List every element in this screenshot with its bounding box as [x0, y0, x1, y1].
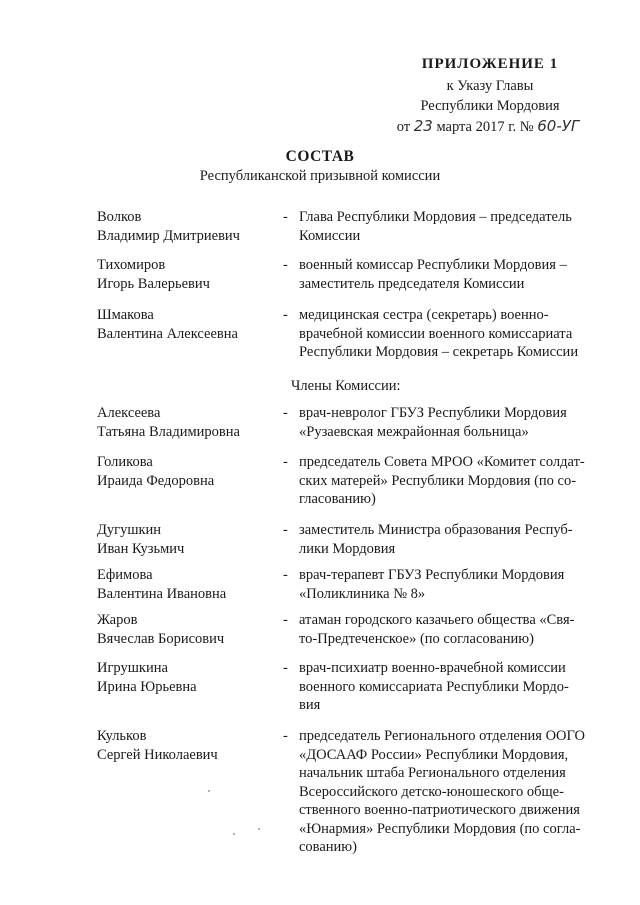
date-month-year: марта 2017 г. № [436, 119, 534, 135]
members-heading: Члены Комиссии: [291, 378, 401, 394]
separator-dash: - [283, 257, 288, 273]
person-name [97, 306, 277, 343]
separator-dash: - [283, 728, 288, 744]
decree-number-handwritten: 60-УГ [537, 117, 580, 135]
person-role: врач-психиатр военно-врачебной комиссии военного комиссариата Республики Мордо- вия [299, 660, 569, 713]
person-name [97, 727, 277, 764]
person-given-names: Ираида Федоровна [97, 472, 215, 489]
person-name [97, 256, 277, 293]
person-name [97, 404, 277, 441]
person-surname: Дугушкин [97, 522, 162, 538]
appendix-line-decree: к Указу Главы [446, 78, 534, 94]
person-surname: Шмакова [97, 307, 154, 323]
person-name [97, 659, 277, 696]
person-role: заместитель Министра образования Респуб- лики Мордовия [299, 522, 573, 557]
person-name [97, 521, 277, 558]
appendix-title: ПРИЛОЖЕНИЕ 1 [421, 56, 559, 72]
date-day-handwritten: 23 [413, 117, 433, 135]
person-surname: Голикова [97, 454, 153, 470]
person-surname: Игрушкина [97, 660, 168, 676]
separator-dash: - [283, 209, 288, 225]
person-role: Глава Республики Мордовия – председатель Комиссии [299, 209, 572, 244]
person-name [97, 566, 277, 603]
person-given-names: Ирина Юрьевна [97, 678, 197, 695]
person-name [97, 611, 277, 648]
appendix-block [390, 54, 590, 137]
separator-dash: - [283, 612, 288, 628]
document-subtitle: Республиканской призывной комиссии [199, 168, 441, 184]
person-surname: Жаров [97, 612, 138, 628]
person-role: врач-невролог ГБУЗ Республики Мордовия «Рузаевская межрайонная больница» [299, 405, 567, 440]
person-given-names: Татьяна Владимировна [97, 423, 240, 440]
appendix-line-republic: Республики Мордовия [420, 98, 560, 114]
person-role: председатель Регионального отделения ООГО «ДОСААФ России» Республики Мордовия, начальник штаба Регионального отделения Всероссийского детско-юношеского обще- ственного военно-патриотического движения «Юнармия» Республики Мордовия (по согла- сованию) [299, 728, 586, 855]
person-given-names: Валентина Ивановна [97, 585, 227, 602]
person-role: атаман городского казачьего общества «Свя- то-Предтеченское» (по согласованию) [299, 612, 575, 647]
person-role: военный комиссар Республики Мордовия – заместитель председателя Комиссии [299, 257, 567, 292]
person-given-names: Сергей Николаевич [97, 746, 218, 763]
person-surname: Алексеева [97, 405, 161, 421]
separator-dash: - [283, 567, 288, 583]
person-given-names: Иван Кузьмич [97, 540, 185, 557]
scan-speck [258, 828, 260, 830]
separator-dash: - [283, 307, 288, 323]
person-role: врач-терапевт ГБУЗ Республики Мордовия «Поликлиника № 8» [299, 567, 565, 602]
person-surname: Кульков [97, 728, 147, 744]
person-given-names: Вячеслав Борисович [97, 630, 225, 647]
person-name [97, 208, 277, 245]
separator-dash: - [283, 522, 288, 538]
person-surname: Ефимова [97, 567, 153, 583]
person-surname: Волков [97, 209, 142, 225]
scan-speck [208, 790, 210, 792]
appendix-date-line [388, 116, 588, 137]
date-prefix: от [396, 119, 411, 135]
person-surname: Тихомиров [97, 257, 166, 273]
person-given-names: Валентина Алексеевна [97, 325, 238, 342]
person-role: медицинская сестра (секретарь) военно- врачебной комиссии военного комиссариата Республики Мордовия – секретарь Комиссии [299, 307, 579, 360]
separator-dash: - [283, 660, 288, 676]
person-given-names: Владимир Дмитриевич [97, 227, 240, 244]
scan-speck [233, 833, 235, 835]
person-name [97, 453, 277, 490]
document-title: СОСТАВ [285, 148, 355, 165]
separator-dash: - [283, 454, 288, 470]
person-given-names: Игорь Валерьевич [97, 275, 210, 292]
separator-dash: - [283, 405, 288, 421]
person-role: председатель Совета МРОО «Комитет солдат- ских матерей» Республики Мордовия (по со- гласованию) [299, 454, 585, 507]
